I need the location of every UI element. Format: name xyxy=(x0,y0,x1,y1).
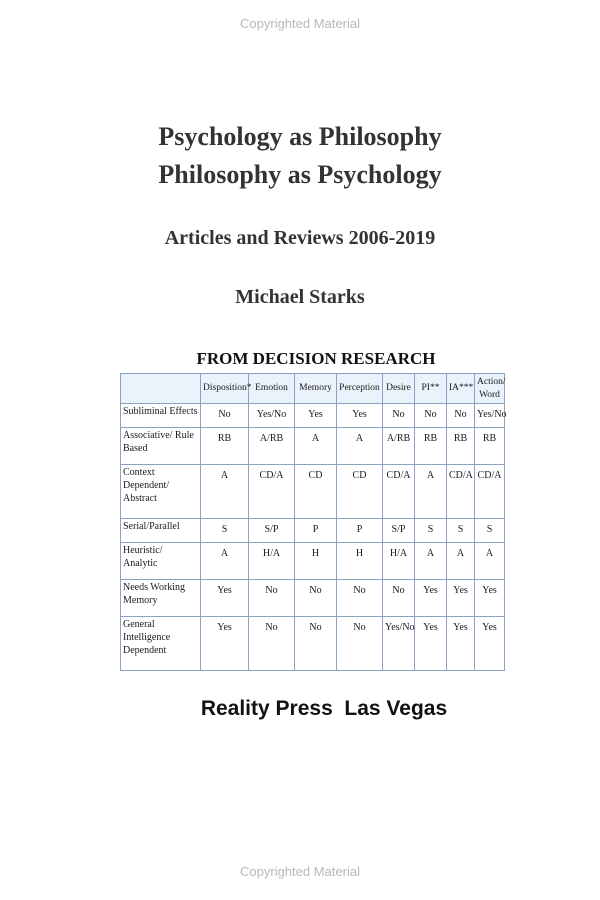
row-label: Needs Working Memory xyxy=(121,580,201,617)
table-row xyxy=(121,543,505,580)
table-cell: Yes xyxy=(475,617,505,671)
table-cell: No xyxy=(201,404,249,428)
table-cell: Yes/No xyxy=(249,404,295,428)
table-cell: H/A xyxy=(383,543,415,580)
author-name: Michael Starks xyxy=(235,286,365,308)
table-cell: S/P xyxy=(383,518,415,542)
table-cell: CD/A xyxy=(249,465,295,519)
table-cell: RB xyxy=(475,428,505,465)
table-cell: No xyxy=(295,580,337,617)
table-cell: A xyxy=(337,428,383,465)
table-cell: A xyxy=(201,543,249,580)
table-cell: A xyxy=(415,465,447,519)
book-title-line-1: Psychology as Philosophy xyxy=(158,122,442,151)
table-cell: S xyxy=(415,518,447,542)
table-cell: CD/A xyxy=(475,465,505,519)
publisher-imprint: Reality Press Las Vegas xyxy=(200,697,448,720)
table-cell: A xyxy=(475,543,505,580)
table-row xyxy=(121,404,505,428)
table-heading: FROM DECISION RESEARCH xyxy=(196,349,436,368)
table-cell: No xyxy=(337,617,383,671)
table-cell: No xyxy=(447,404,475,428)
row-label: Subliminal Effects xyxy=(121,404,201,428)
table-cell: Yes xyxy=(447,580,475,617)
table-cell: Yes/No xyxy=(383,617,415,671)
table-row xyxy=(121,465,505,519)
row-label: Context Dependent/ Abstract xyxy=(121,465,201,519)
column-header: Desire xyxy=(383,374,415,404)
column-header: IA*** xyxy=(447,374,475,404)
copyright-watermark-bottom: Copyrighted Material xyxy=(240,864,360,879)
decision-research-table xyxy=(120,373,505,671)
table-cell: No xyxy=(249,617,295,671)
table-cell: Yes xyxy=(295,404,337,428)
table-cell: Yes xyxy=(475,580,505,617)
column-header: Perception xyxy=(337,374,383,404)
table-cell: CD/A xyxy=(447,465,475,519)
table-cell: CD/A xyxy=(383,465,415,519)
table-cell: H xyxy=(337,543,383,580)
table-row xyxy=(121,580,505,617)
table-cell: A xyxy=(295,428,337,465)
table-cell: Yes xyxy=(447,617,475,671)
table-cell: S/P xyxy=(249,518,295,542)
table-header-row xyxy=(121,374,505,404)
table-cell: No xyxy=(383,404,415,428)
table-cell: Yes xyxy=(337,404,383,428)
row-label: General Intelligence Dependent xyxy=(121,617,201,671)
table-cell: S xyxy=(475,518,505,542)
table-cell: CD xyxy=(337,465,383,519)
table-cell: No xyxy=(383,580,415,617)
table-cell: Yes xyxy=(415,617,447,671)
table-cell: No xyxy=(249,580,295,617)
table-cell: S xyxy=(201,518,249,542)
table-cell: RB xyxy=(415,428,447,465)
table-row xyxy=(121,518,505,542)
table-cell: A xyxy=(447,543,475,580)
column-header: Disposition* xyxy=(201,374,249,404)
row-label: Serial/Parallel xyxy=(121,518,201,542)
copyright-watermark-top: Copyrighted Material xyxy=(240,16,360,31)
table-cell: P xyxy=(337,518,383,542)
table-cell: S xyxy=(447,518,475,542)
column-header: PI** xyxy=(415,374,447,404)
table-cell: No xyxy=(415,404,447,428)
table-cell: No xyxy=(337,580,383,617)
table-cell: RB xyxy=(447,428,475,465)
row-label: Associative/ Rule Based xyxy=(121,428,201,465)
column-header: Action/ Word xyxy=(475,374,505,404)
table-cell: H xyxy=(295,543,337,580)
table-cell: H/A xyxy=(249,543,295,580)
table-cell: A/RB xyxy=(249,428,295,465)
table-cell: P xyxy=(295,518,337,542)
table-cell: Yes xyxy=(201,617,249,671)
table-row xyxy=(121,428,505,465)
table-cell: RB xyxy=(201,428,249,465)
column-header: Memory xyxy=(295,374,337,404)
row-label: Heuristic/ Analytic xyxy=(121,543,201,580)
table-row xyxy=(121,617,505,671)
table-cell: Yes xyxy=(201,580,249,617)
table-cell: A xyxy=(415,543,447,580)
table-cell: A/RB xyxy=(383,428,415,465)
table-cell: A xyxy=(201,465,249,519)
table-cell: Yes xyxy=(415,580,447,617)
column-header xyxy=(121,374,201,404)
book-subtitle: Articles and Reviews 2006-2019 xyxy=(164,227,436,249)
table-cell: CD xyxy=(295,465,337,519)
table-cell: No xyxy=(295,617,337,671)
table-cell: Yes/No xyxy=(475,404,505,428)
column-header: Emotion xyxy=(249,374,295,404)
book-title-line-2: Philosophy as Psychology xyxy=(158,160,442,189)
